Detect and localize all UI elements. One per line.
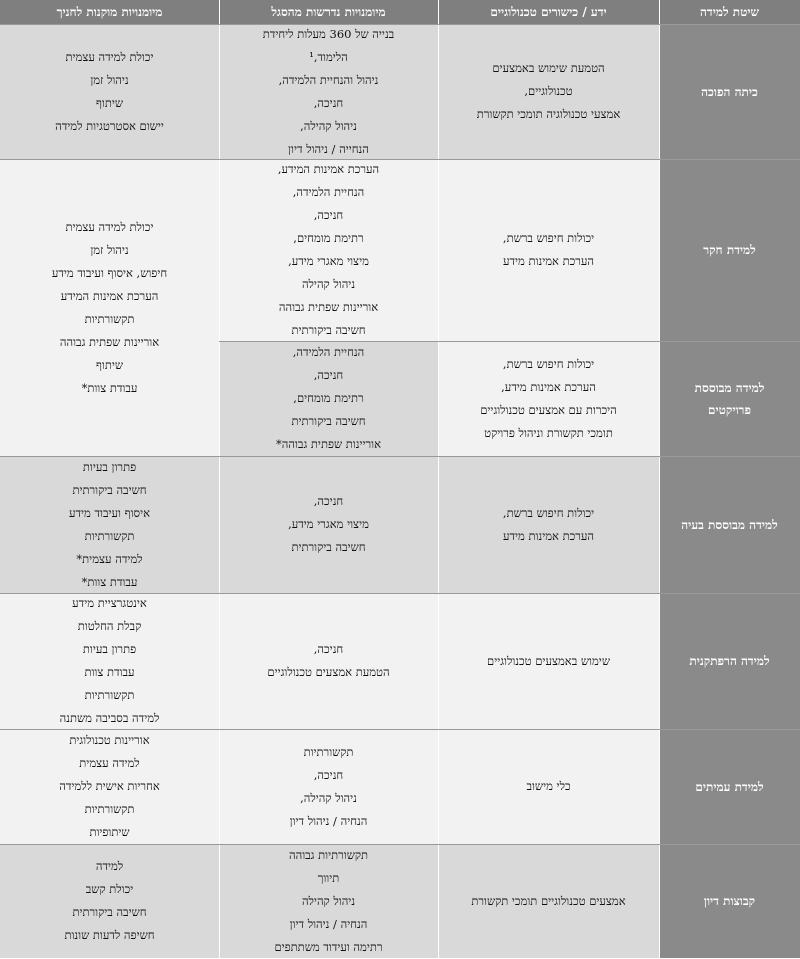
row-5-required-line: תקשורתיות <box>303 744 354 759</box>
row-4-knowledge <box>438 593 659 729</box>
row-0-required <box>219 24 438 159</box>
row-6-learner-line: יכולת קשב <box>85 882 134 896</box>
row-0-required-line: ניהול קהילה, <box>300 118 357 133</box>
row-5-required-line: הנחיה / ניהול דיון <box>289 813 368 828</box>
row-3-learner-line: תקשורתיות <box>84 528 135 543</box>
row-0-required-line: הנחייה / ניהול דיון <box>288 141 369 156</box>
row-3-learner-line: למידה עצמית* <box>76 551 143 566</box>
row-1-learner-line: יכולת למידה עצמית <box>65 219 154 234</box>
row-4-required-line: חניכה, <box>313 642 344 656</box>
row-2-required-line: חניכה, <box>313 368 344 382</box>
row-3-required-line: חניכה, <box>313 494 344 508</box>
row-5-knowledge <box>438 729 659 844</box>
row-5-learner-line: תקשורתיות <box>84 802 135 816</box>
row-2-knowledge-line: תומכי תקשורת וניהול פרויקט <box>484 425 613 440</box>
row-4-learner-line: למידה בסביבה משתנה <box>59 711 160 725</box>
row-1-method <box>659 159 800 341</box>
row-5-learner-line: שיתופיות <box>89 825 130 839</box>
row-2-required-line: חשיבה ביקורתית <box>291 414 366 428</box>
row-0-learner-line: שיתוף <box>95 95 124 110</box>
row-3-knowledge-line: הערכת אמינות מידע <box>502 528 595 543</box>
row-6-learner-line: למידה <box>95 859 124 873</box>
row-1-knowledge <box>438 159 659 341</box>
row-1-required <box>219 159 438 341</box>
row-4-learner <box>0 593 219 729</box>
row-3-learner-line: פתרון בעיות <box>82 459 137 474</box>
row-6-learner-line: חשיבה ביקורתית <box>72 905 147 919</box>
row-5-method-line: למידת עמיתים <box>695 779 764 794</box>
row-1-required-line: מיצוי מאגרי מידע, <box>288 254 369 268</box>
row-0-learner-line: ניהול זמן <box>90 72 129 87</box>
row-3-knowledge-line: יכולות חיפוש ברשת, <box>502 505 595 520</box>
row-2-required-line: הנחיית הלמידה, <box>292 345 365 359</box>
row-2-method-line: פרויקטים <box>708 402 751 417</box>
row-4-learner-line: אינטגרציית מידע <box>72 596 147 610</box>
row-5-required <box>219 729 438 844</box>
row-3-required-line: מיצוי מאגרי מידע, <box>288 517 369 531</box>
row-4-method-line: למידה הרפתקנית <box>689 654 770 668</box>
row-1-learner-line: חיפוש, איסוף ועיבוד מידע <box>51 265 168 280</box>
row-5-learner <box>0 729 219 844</box>
row-0-required-line: הלימוד,¹ <box>309 49 348 64</box>
row-5-learner-line: אוריינות טכנולוגית <box>69 733 150 747</box>
row-6-required-line: תקשורתיות גבוהה <box>288 847 369 862</box>
row-2-required-line: רתימת מומחים, <box>293 391 364 405</box>
row-3-required-line: חשיבה ביקורתית <box>291 540 366 554</box>
row-1-learner-line: הערכת אמינות המידע <box>60 288 159 303</box>
header-knowledge: ידע / כישורים טכנולוגיים <box>438 0 659 24</box>
row-4-required-line: הטמעת אמצעים טכנולוגיים <box>267 665 390 679</box>
row-4-learner-line: תקשורתיות <box>84 688 135 702</box>
row-1-learner-line: שיתוף <box>95 357 124 372</box>
row-4-learner-line: עבודת צוות <box>84 665 135 679</box>
row-3-method-line: למידה מבוססת בעיה <box>681 517 778 532</box>
row-6-required-line: ניהול קהילה <box>301 893 356 908</box>
row-3-knowledge <box>438 456 659 593</box>
row-1-learner-line: אוריינות שפתית גבוהה <box>59 334 160 349</box>
row-0-learner-line: יכולת למידה עצמית <box>65 49 154 64</box>
row-6-knowledge-line: אמצעים טכנולוגיים תומכי תקשורת <box>471 893 626 908</box>
row-6-learner <box>0 844 219 958</box>
row-5-required-line: חניכה, <box>313 767 344 782</box>
row-0-learner <box>0 24 219 159</box>
header-required: מיומנויות נדרשות מהסגל <box>219 0 438 24</box>
row-0-method-line: כיתה הפוכה <box>701 84 758 99</box>
row-1-method-line: למידת חקר <box>703 243 756 257</box>
row-0-learner-line: יישום אסטרטגיות למידה <box>55 118 164 133</box>
row-1-knowledge-line: הערכת אמינות מידע <box>502 254 595 268</box>
row-2-required <box>219 341 438 456</box>
row-6-method <box>659 844 800 958</box>
row-0-knowledge-line: טכנולוגיים, <box>524 84 573 98</box>
row-4-method <box>659 593 800 729</box>
row-1-required-line: הערכת אמינות המידע, <box>277 162 380 176</box>
row-6-knowledge <box>438 844 659 958</box>
row-5-learner-line: למידה עצמית <box>79 756 140 770</box>
row-1-required-line: חשיבה ביקורתית <box>291 323 366 337</box>
row-1-learner <box>0 159 219 456</box>
row-3-required <box>219 456 438 593</box>
row-6-required-line: תיווך <box>317 870 340 885</box>
row-3-learner <box>0 456 219 593</box>
row-0-required-line: בנייה של 360 מעלות ליחידת <box>262 26 395 41</box>
header-method: שיטת למידה <box>659 0 800 24</box>
row-1-required-line: אוריינות שפתית גבוהה <box>278 300 379 314</box>
row-3-learner-line: עבודת צוות* <box>81 574 138 589</box>
row-6-required-line: רתימה ועידוד משתתפים <box>274 939 383 954</box>
row-1-required-line: ניהול קהילה <box>301 277 356 291</box>
row-1-knowledge-line: יכולות חיפוש ברשת, <box>502 231 595 245</box>
row-4-knowledge-line: שימוש באמצעים טכנולוגיים <box>487 653 610 668</box>
row-0-method <box>659 24 800 159</box>
row-4-required <box>219 593 438 729</box>
row-6-required-line: הנחיה / ניהול דיון <box>289 916 368 931</box>
row-1-learner-line: תקשורתיות <box>84 311 135 326</box>
row-2-knowledge <box>438 341 659 456</box>
row-0-knowledge-line: הטמעת שימוש באמצעים <box>492 61 605 75</box>
row-2-method-line: למידה מבוססת <box>694 380 765 395</box>
row-1-required-line: רתימת מומחים, <box>293 231 364 245</box>
row-6-method-line: קבוצות דיון <box>703 894 756 908</box>
row-0-required-line: חניכה, <box>313 95 344 110</box>
row-1-required-line: חניכה, <box>313 208 344 222</box>
row-2-method <box>659 341 800 456</box>
row-2-required-line: אוריינות שפתית גבוהה* <box>276 437 381 451</box>
row-5-knowledge-line: כלי מישוב <box>526 779 571 793</box>
row-5-method <box>659 729 800 844</box>
row-2-knowledge-line: הערכת אמינות מידע, <box>501 379 596 394</box>
row-0-knowledge-line: אמצעי טכנולוגיה תומכי תקשורת <box>476 107 621 121</box>
header-learner: מיומנויות מוקנות לחניך <box>0 0 219 24</box>
row-0-knowledge <box>438 24 659 159</box>
row-2-knowledge-line: יכולות חיפוש ברשת, <box>502 356 595 371</box>
row-3-method <box>659 456 800 593</box>
row-1-learner-line: עבודת צוות* <box>81 380 138 395</box>
row-0-required-line: ניהול והנחיית הלמידה, <box>278 72 379 87</box>
row-4-learner-line: פתרון בעיות <box>82 642 137 656</box>
row-6-required <box>219 844 438 958</box>
row-2-knowledge-line: היכרות עם אמצעים טכנולוגיים <box>480 402 617 417</box>
row-3-learner-line: חשיבה ביקורתית <box>72 482 147 497</box>
row-6-learner-line: חשיפה לדעות שונות <box>64 928 155 942</box>
row-5-learner-line: אחריות אישית ללמידה <box>59 779 160 793</box>
row-5-required-line: ניהול קהילה, <box>300 790 357 805</box>
row-3-learner-line: איסוף ועיבוד מידע <box>68 505 151 520</box>
row-1-required-line: הנחיית הלמידה, <box>292 185 365 199</box>
row-4-learner-line: קבלת החלטות <box>77 619 142 633</box>
row-1-learner-line: ניהול זמן <box>90 242 129 257</box>
